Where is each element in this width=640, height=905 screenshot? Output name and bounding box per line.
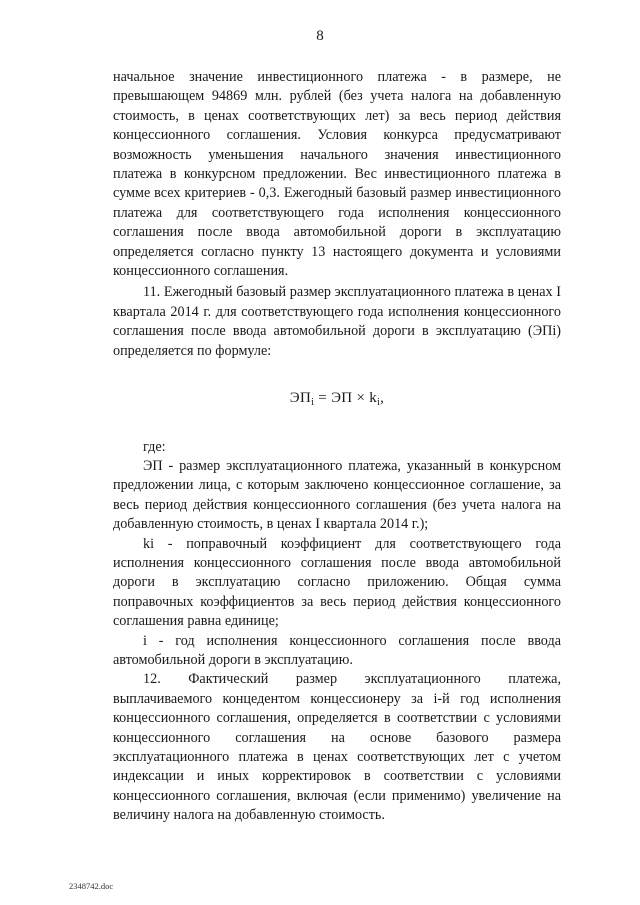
file-name-footer: 2348742.doc — [69, 881, 114, 891]
paragraph-k-definition: ki - поправочный коэффициент для соответствующего года исполнения концессионного соглашения после ввода автомобильной дороги в эксплуатацию согласно приложению. Общая сумма поправочных коэффициентов за весь период действия концессионного соглашения равна единице; — [113, 535, 561, 630]
paragraph-11: 11. Ежегодный базовый размер эксплуатационного платежа в ценах I квартала 2014 г. для соответствующего года исполнения концессионного соглашения после ввода автомобильной дороги в эксплуатацию (ЭПi) определяется по формуле: — [113, 284, 561, 359]
formula — [113, 389, 561, 412]
page-number: 8 — [316, 28, 324, 44]
paragraph-12: 12. Фактический размер эксплуатационного платежа, выплачиваемого концедентом концессионеру за i-й год исполнения концессионного соглашения, определяется в соответствии с условиями концессионного соглашения на основе базового размера эксплуатационного платежа в ценах соответствующих лет с учетом индексации и иных корректировок в соответствии с условиями концессионного соглашения, включая (если применимо) увеличение на величину налога на добавленную стоимость. — [113, 671, 561, 824]
paragraph-ep-definition: ЭП - размер эксплуатационного платежа, указанный в конкурсном предложении лица, с которым заключено концессионное соглашение, за весь период действия концессионного соглашения (без учета налога на добавленную стоимость, в ценах I квартала 2014 г.); — [113, 457, 561, 533]
formula-rhs: = ЭП × k — [318, 390, 378, 407]
document-body — [113, 68, 561, 826]
formula-lhs-subscript: i — [311, 397, 315, 409]
paragraph-where: где: — [143, 438, 166, 455]
formula-rhs-subscript: i — [377, 397, 381, 409]
formula-tail: , — [380, 390, 385, 407]
paragraph-investment-payment: начальное значение инвестиционного платежа - в размере, не превышающем 94869 млн. рублей (без учета налога на добавленную стоимость, в ценах соответствующих лет) за весь период действия концессионного соглашения. Условия конкурса предусматривают возможность уменьшения начального значения инвестиционного платежа в конкурсном предложении. Вес инвестиционного платежа в сумме всех критериев - 0,3. Ежегодный базовый размер инвестиционного платежа для соответствующего года исполнения концессионного соглашения после ввода автомобильной дороги в эксплуатацию определяется согласно пункту 13 настоящего документа и условиями концессионного соглашения. — [113, 69, 561, 280]
paragraph-i-definition: i - год исполнения концессионного соглашения после ввода автомобильной дороги в эксплуатацию. — [113, 632, 561, 668]
formula-lhs: ЭП — [289, 390, 312, 407]
